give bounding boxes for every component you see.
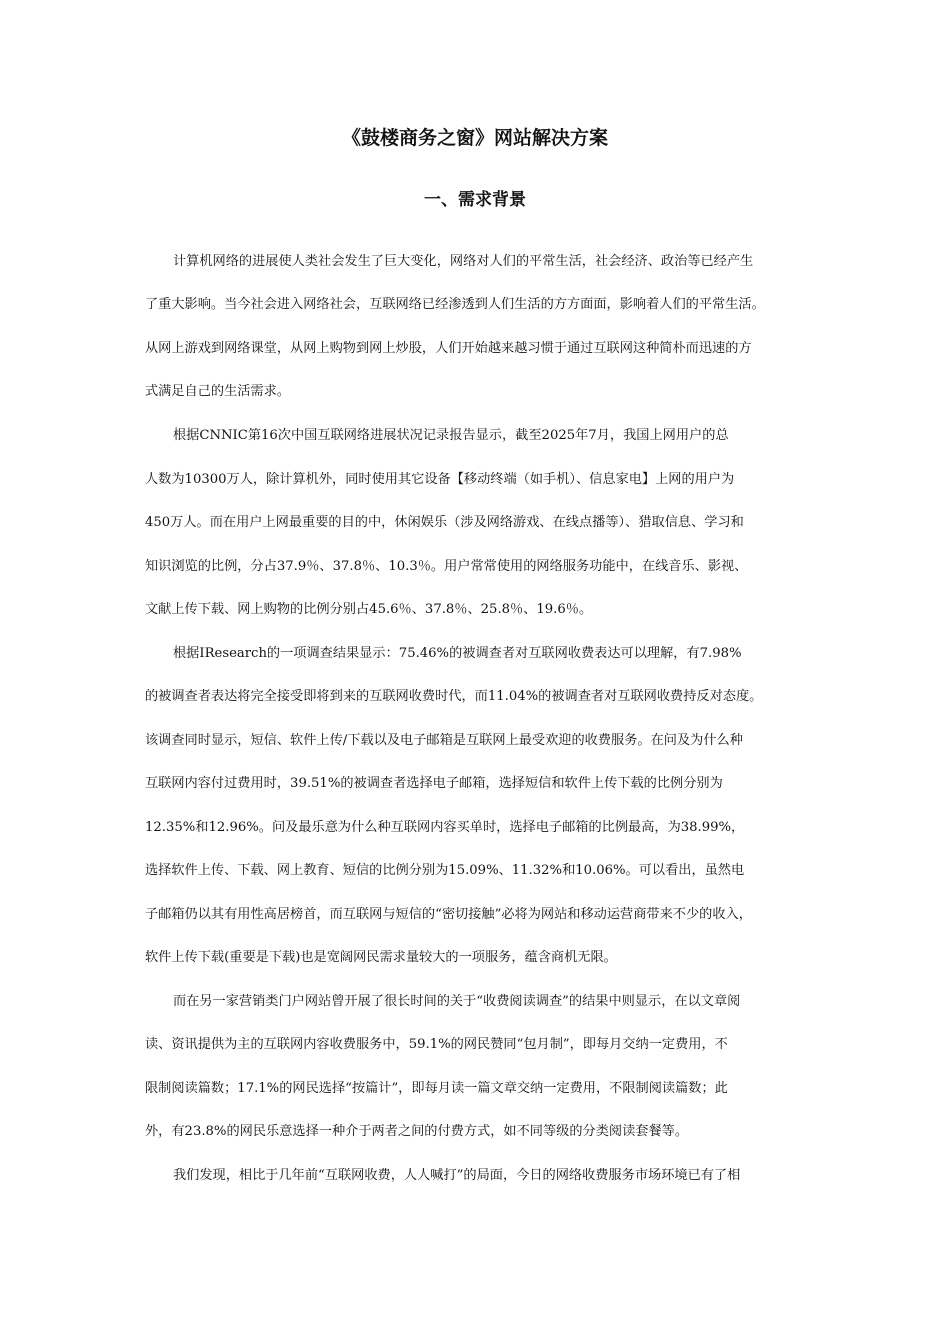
body-text-line: 而在另一家营销类门户网站曾开展了很长时间的关于“收费阅读调查”的结果中则显示，在以文章阅 <box>173 994 741 1009</box>
body-text-line: 互联网内容付过费用时，39.51%的被调查者选择电子邮箱，选择短信和软件上传下载的比例分别为 <box>145 776 723 791</box>
body-text-line: 12.35%和12.96%。问及最乐意为什么种互联网内容买单时，选择电子邮箱的比例最高，为38.99%， <box>145 820 745 835</box>
body-text-line: 软件上传下载(重要是下载)也是宽阔网民需求量较大的一项服务，蕴含商机无限。 <box>145 950 617 965</box>
body-text-line: 人数为10300万人，除计算机外，同时使用其它设备【移动终端（如手机）、信息家电】上网的用户为 <box>145 472 735 487</box>
body-text-line: 450万人。而在用户上网最重要的目的中，休闲娱乐（涉及网络游戏、在线点播等）、猎取信息、学习和 <box>145 515 744 530</box>
body-text-line: 选择软件上传、下载、网上教育、短信的比例分别为15.09%、11.32%和10.06%。可以看出，虽然电 <box>145 863 745 878</box>
body-text-line: 从网上游戏到网络课堂，从网上购物到网上炒股，人们开始越来越习惯于通过互联网这种简朴而迅速的方 <box>145 341 752 356</box>
body-text-line: 读、资讯提供为主的互联网内容收费服务中，59.1%的网民赞同“包月制”，即每月交纳一定费用，不 <box>145 1037 728 1052</box>
body-text-line: 计算机网络的进展使人类社会发生了巨大变化，网络对人们的平常生活，社会经济、政治等已经产生 <box>173 254 754 269</box>
section-heading: 一、需求背景 <box>424 190 526 210</box>
body-text-line: 该调查同时显示，短信、软件上传/下载以及电子邮箱是互联网上最受欢迎的收费服务。在问及为什么种 <box>145 733 743 748</box>
body-text-line: 根据CNNIC第16次中国互联网络进展状况记录报告显示，截至2025年7月，我国上网用户的总 <box>173 428 729 443</box>
body-text-line: 知识浏览的比例，分占37.9％、37.8％、10.3％。用户常常使用的网络服务功能中，在线音乐、影视、 <box>145 559 748 574</box>
body-text-line: 根据IResearch的一项调查结果显示：75.46%的被调查者对互联网收费表达可以理解，有7.98% <box>173 646 742 661</box>
body-text-line: 文献上传下载、网上购物的比例分别占45.6％、37.8％、25.8％、19.6％。 <box>145 602 593 617</box>
body-text-line: 了重大影响。当今社会进入网络社会，互联网络已经渗透到人们生活的方方面面，影响着人们的平常生活。 <box>145 297 765 312</box>
body-text-line: 我们发现，相比于几年前“互联网收费，人人喊打”的局面，今日的网络收费服务市场环境已有了相 <box>173 1168 741 1183</box>
body-text-line: 外，有23.8%的网民乐意选择一种介于两者之间的付费方式，如不同等级的分类阅读套餐等。 <box>145 1124 689 1139</box>
body-text-line: 子邮箱仍以其有用性高居榜首，而互联网与短信的“密切接触”必将为网站和移动运营商带来不少的收入， <box>145 907 752 922</box>
body-text-line: 限制阅读篇数；17.1%的网民选择“按篇计”，即每月读一篇文章交纳一定费用，不限制阅读篇数；此 <box>145 1081 728 1096</box>
body-text-line: 式满足自己的生活需求。 <box>145 384 291 399</box>
document-title: 《鼓楼商务之窗》网站解决方案 <box>341 127 608 149</box>
body-text-line: 的被调查者表达将完全接受即将到来的互联网收费时代，而11.04%的被调查者对互联网收费持反对态度。 <box>145 689 763 704</box>
